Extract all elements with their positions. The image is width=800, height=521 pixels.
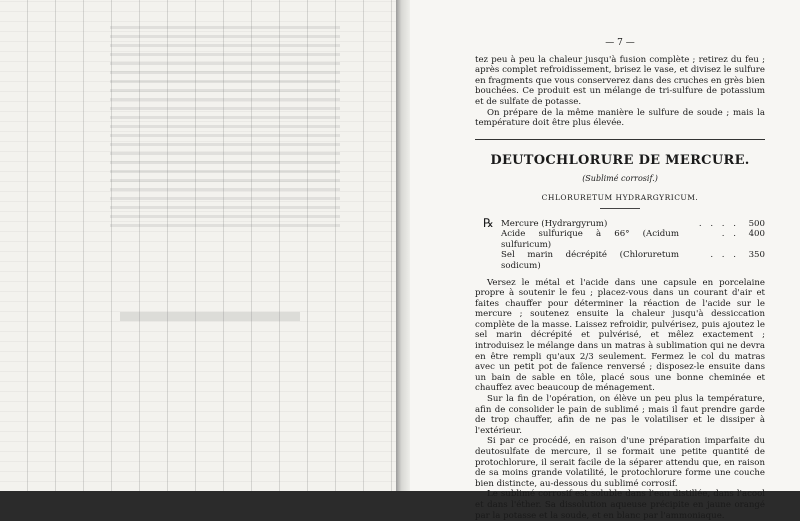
book-gutter — [396, 0, 410, 491]
body-paragraph: Versez le métal et l'acide dans une capsule en porcelaine propre à soutenir le feu ; placez-vous dans un courant d'air et faites chauffer pour déterminer la réaction de l'acide sur le mercure ; soutenez ensuite la chaleur jusqu'à dessiccation complète de la masse. Laissez refroidir, pulvérisez, puis ajoutez le sel marin décrépité et pulvérisé, et mêlez exactement ; introduisez le mélange dans un matras à sublimation qui ne devra en être rempli qu'aux 2/3 seulement. Fermez le col du matras avec un petit pot de faïence renversé ; disposez-le ensuite dans un bain de sable en tôle, placé sous une bonne cheminée et chauffez avec beaucoup de ménagement. — [475, 277, 765, 394]
ingredient-row: Sel marin décrépité (Chloruretum sodicum) . . . 350 — [501, 250, 765, 271]
section-subtitle: (Sublimé corrosif.) — [582, 174, 658, 184]
section-divider — [475, 139, 765, 140]
intro-paragraph: tez peu à peu la chaleur jusqu'à fusion complète ; retirez du feu ; après complet refroidissement, brisez le vase, et divisez le sulfure en fragments que vous conserverez dans des cruches en grès bien bouchées. Ce produit est un mélange de tri-sulfure de potassium et de sulfate de potasse. — [475, 54, 765, 107]
ingredient-list — [483, 215, 765, 272]
recipe-icon: ℞ — [483, 215, 494, 230]
body-paragraph: Sur la fin de l'opération, on élève un peu plus la température, afin de consolider le pain de sublimé ; mais il faut prendre garde de trop chauffer, afin de ne pas le volatiliser et le dissiper à l'extérieur. — [475, 394, 765, 436]
ingredient-name: Mercure (Hydrargyrum) — [501, 218, 608, 229]
page-number: — 7 — — [605, 38, 635, 48]
ingredient-amount: 500 — [748, 218, 765, 229]
short-divider — [600, 208, 640, 209]
ingredient-row: Acide sulfurique à 66° (Acidum sulfuricum) . . 400 — [501, 229, 765, 250]
intro-paragraph: On prépare de la même manière le sulfure de soude ; mais la température doit être plus élevée. — [475, 107, 765, 129]
body-paragraph: Le sublimé corrosif est soluble dans l'eau distillée, dans l'acool et dans l'éther. Sa dissolution aqueuse précipite en jaune orangé par la potasse et la soude, et en blanc par l'ammoniaque. — [475, 489, 765, 521]
left-page-bleedthrough — [0, 0, 400, 491]
page-content — [475, 38, 765, 521]
section-title: DEUTOCHLORURE DE MERCURE. — [490, 152, 750, 168]
ingredient-amount: 350 — [748, 250, 765, 261]
ingredient-row: Mercure (Hydrargyrum) . . . . 500 — [501, 218, 765, 229]
right-page — [410, 0, 800, 521]
body-paragraph: Si par ce procédé, en raison d'une préparation imparfaite du deutosulfate de mercure, il se formait une petite quantité de protochlorure, il serait facile de la séparer attendu que, en raison de sa moins grande volatilité, le protochlorure forme une couche bien distincte, au-dessous du sublimé corrosif. — [475, 436, 765, 489]
latin-name: CHLORURETUM HYDRARGYRICUM. — [541, 192, 699, 202]
faded-text-block — [110, 20, 340, 480]
ingredient-name: Acide sulfurique à 66° (Acidum sulfuricum) — [501, 229, 679, 250]
ingredient-name: Sel marin décrépité (Chloruretum sodicum) — [501, 250, 679, 271]
ingredient-amount: 400 — [748, 229, 765, 240]
faded-heading — [120, 312, 300, 321]
